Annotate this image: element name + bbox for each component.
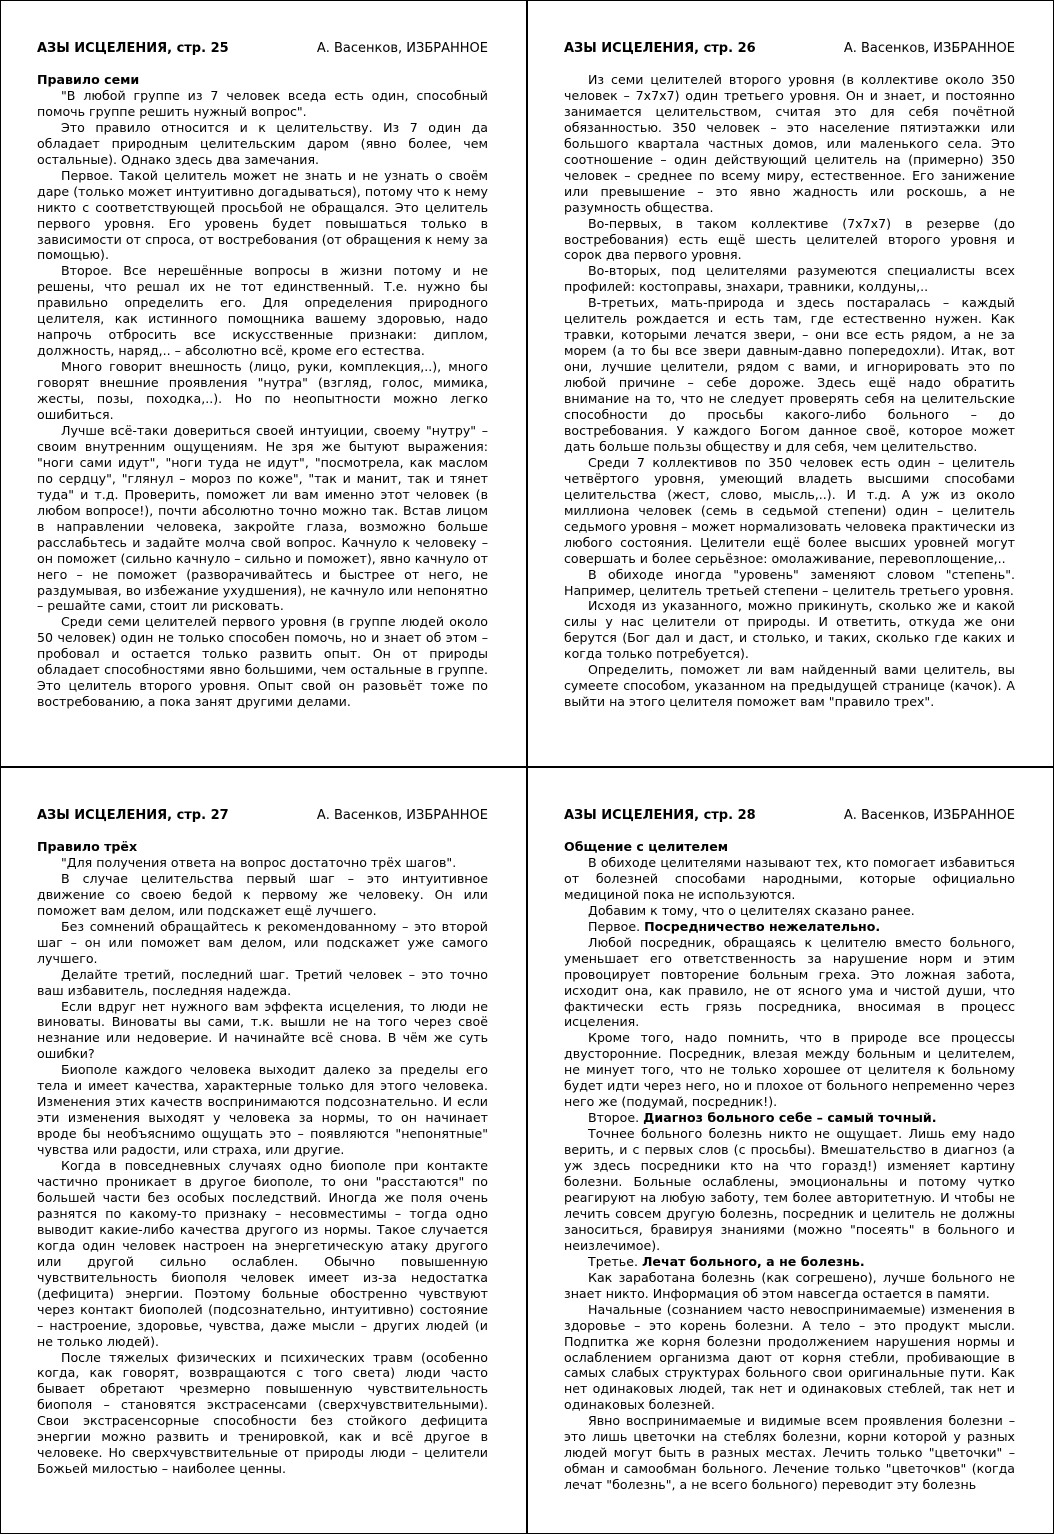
page-27 [0, 767, 527, 1534]
page-28 [527, 767, 1054, 1534]
page-26 [527, 0, 1054, 767]
paragraph: В случае целительства первый шаг – это интуитивное движение со своею бедой к первому же человеку. Он или поможет вам делом, или подскажет ещё лучшего. [37, 870, 488, 918]
header-title: АЗЫ ИСЦЕЛЕНИЯ, стр. 28 [564, 808, 756, 823]
paragraph: Когда в повседневных случаях одно биополе при контакте частично проникает в другое биополе, то они "расстаются" по большей части без особых последствий. Иногда же поля очень разнятся по какому-то признаку – несовместимы – тогда одно выводит какие-либо качества другого из нормы. Такое случается когда один человек настроен на энергетическую атаку другого или другой сильно ослаблен. Обычно повышенную чувствительность биополя человек имеет из-за недостатка (дефицита) энергии. Поэтому больные обостренно чувствуют через контакт биополей (подсознательно, интуитивно) состояние – настроение, здоровье, чувства, даже мысли – других людей (и не только людей). [37, 1158, 488, 1349]
paragraph: В-третьих, мать-природа и здесь постаралась – каждый целитель рождается и есть там, где естественно нужен. Как травки, которыми лечатся звери, – они все есть рядом, а не за морем (а то бы все звери давным-давно попередохли). Итак, вот они, лучшие целители, рядом с вами, и игнорировать это по любой причине – себе дороже. Здесь ещё надо обратить внимание на то, что не следует проверять себя на целительские способности до просьбы какого-либо больного – до востребования. У каждого Богом данное своё, которое может дать больше пользы обществу и для себя, чем целительство. [564, 295, 1015, 454]
paragraph: Явно воспринимаемые и видимые всем проявления болезни – это лишь цветочки на стеблях болезни, корни которой у разных людей могут быть в разных местах. Лечить только "цветочки" – обман и самообман больного. Лечение только "цветочков" (когда лечат "болезнь", а не всего больного) переводит эту болезнь [564, 1413, 1015, 1493]
paragraph: Первое. Такой целитель может не знать и не узнать о своём даре (только может интуитивно догадываться), потому что к нему никто с соответствующей просьбой не обращался. Это целитель первого уровня. Его уровень будет повышаться только в зависимости от спроса, от востребования (от обращения к нему за помощью). [37, 167, 488, 263]
paragraph: Во-вторых, под целителями разумеются специалисты всех профилей: костоправы, знахари, травники, колдуны,.. [564, 263, 1015, 295]
paragraph-point-third [564, 1254, 1015, 1270]
page-25 [0, 0, 527, 767]
header-author: А. Васенков, ИЗБРАННОЕ [316, 808, 488, 823]
header-title: АЗЫ ИСЦЕЛЕНИЯ, стр. 27 [37, 808, 229, 823]
paragraph: Как заработана болезнь (как согрешено), лучше больного не знает никто. Информация об этом навсегда остается в памяти. [564, 1269, 1015, 1301]
paragraph-point-second [564, 1110, 1015, 1126]
paragraph: Кроме того, надо помнить, что в природе все процессы двусторонние. Посредник, влезая между больным и целителем, не минует того, что не только хорошее от целителя к больному будет идти через него, но и плохое от больного непременно через него же (подумай, посредник!). [564, 1030, 1015, 1110]
paragraph: Среди семи целителей первого уровня (в группе людей около 50 человек) один не только способен помочь, но и знает об этом – пробовал и остается только развить опыт. Он от природы обладает способностями явно большими, чем остальные в группе. Это целитель второго уровня. Опыт свой он разовьёт тоже по востребованию, а пока занят другими делами. [37, 614, 488, 710]
paragraph: Это правило относится и к целительству. Из 7 один да обладает природным целительским даром (явно более, чем остальные). Однако здесь два замечания. [37, 119, 488, 167]
paragraph: Делайте третий, последний шаг. Третий человек – это точно ваш избавитель, последняя надежда. [37, 966, 488, 998]
header-author: А. Васенков, ИЗБРАННОЕ [843, 41, 1015, 56]
section-title: Общение с целителем [564, 839, 729, 854]
point-heading: Посредничество нежелательно. [644, 918, 881, 934]
paragraph: После тяжелых физических и психических травм (особенно когда, как говорят, возвращаются с того света) люди часто бывает обретают чрезмерно повышенную чувствительность биополя – становятся экстрасенсами (сверхчувствительными). Свои экстрасенсорные способности без стойкого дефицита энергии можно развить и тренировкой, как и всё другое в человеке. Но сверхчувствительные от природы люди – целители Божьей милостью – наиболее ценны. [37, 1349, 488, 1477]
point-lead: Второе. [588, 1110, 640, 1126]
header-title: АЗЫ ИСЦЕЛЕНИЯ, стр. 26 [564, 41, 756, 56]
paragraph: "Для получения ответа на вопрос достаточно трёх шагов". [61, 854, 457, 870]
page-header [564, 808, 1015, 824]
paragraph: "В любой группе из 7 человек вседа есть один, способный помочь группе решить нужный вопрос". [37, 87, 488, 119]
page-content [37, 72, 488, 710]
paragraph: Биополе каждого человека выходит далеко за пределы его тела и имеет качества, характерные только для этого человека. Изменения этих качеств воспринимаются подсознательно. И если эти изменения выходят у человека за нормы, то он начинает вроде бы необъяснимо ощущать это – появляются "непонятные" чувства или радости, или страха, или другие. [37, 1062, 488, 1158]
paragraph: Начальные (сознанием часто невоспринимаемые) изменения в здоровье – это корень болезни. А тело – это продукт мысли. Подпитка же корня болезни продолжением нарушения нормы и ослаблением организма дают от корня стебли, пробивающие в самых слабых структурах больного свои оригинальные пути. Как нет одинаковых людей, так нет и одинаковых стеблей, так нет и одинаковых болезней. [564, 1301, 1015, 1413]
header-author: А. Васенков, ИЗБРАННОЕ [316, 41, 488, 56]
paragraph: В обиходе иногда "уровень" заменяют словом "степень". Например, целитель третьей степени – целитель третьего уровня. [564, 566, 1015, 598]
page-header [564, 41, 1015, 57]
point-lead: Третье. [588, 1253, 638, 1269]
header-title: АЗЫ ИСЦЕЛЕНИЯ, стр. 25 [37, 41, 229, 56]
paragraph: Много говорит внешность (лицо, руки, комплекция,..), много говорят внешние проявления "нутра" (взгляд, голос, мимика, жесты, позы, походка,..). Но по неопытности можно легко ошибиться. [37, 359, 488, 423]
paragraph: Если вдруг нет нужного вам эффекта исцеления, то люди не виноваты. Виноваты вы сами, т.к. вышли не на того через своё незнание или недоверие. И начинайте всё снова. В чём же суть ошибки? [37, 998, 488, 1062]
page-content [564, 72, 1015, 710]
paragraph: Без сомнений обращайтесь к рекомендованному – это второй шаг – он или поможет вам делом, или подскажет уже самого лучшего. [37, 918, 488, 966]
paragraph: В обиходе целителями называют тех, кто помогает избавиться от болезней способами народными, которые официально медициной пока не используются. [564, 854, 1015, 902]
page-header [37, 41, 488, 57]
paragraph: Из семи целителей второго уровня (в коллективе около 350 человек – 7х7х7) один третьего уровня. Он и знает, и постоянно занимается целительством, считая это для себя почётной обязанностью. 350 человек – это население пятиэтажки или большого квартала частных домов, или маленького села. Это соотношение – один действующий целитель на (примерно) 350 человек – среднее по всему миру, естественное. Его занижение или превышение – это явно жадность или роскошь, а не разумность общества. [564, 72, 1015, 215]
paragraph: Определить, поможет ли вам найденный вами целитель, вы сумеете способом, указанном на предыдущей странице (качок). А выйти на этого целителя поможет вам "правило трех". [564, 662, 1015, 710]
page-content [37, 839, 488, 1477]
paragraph: Среди 7 коллективов по 350 человек есть один – целитель четвёртого уровня, умеющий владеть высшими способами целительства (жест, слово, мысль,..). И т.д. А уж из около миллиона человек (семь в седьмой степени) один – целитель седьмого уровня – может нормализовать человека практически из любого состояния. Целители ещё более высших уровней могут совершать и более серьёзное: омолаживание, перевоплощение,.. [564, 454, 1015, 566]
page-header [37, 808, 488, 824]
paragraph: Во-первых, в таком коллективе (7х7х7) в резерве (до востребования) есть ещё шесть целителей второго уровня и сорок два первого уровня. [564, 215, 1015, 263]
point-lead: Первое. [588, 918, 641, 934]
page-content [564, 839, 1015, 1493]
paragraph: Лучше всё-таки довериться своей интуиции, своему "нутру" – своим внутренним ощущениям. Не зря же бытуют выражения: "ноги сами идут", "ноги туда не идут", "посмотрела, как маслом по сердцу", "глянул – мороз по коже", "так и манит, так и тянет туда" и т.д. Проверить, поможет ли вам именно этот человек (в любом вопросе!), почти абсолютно точно можно так. Встав лицом в направлении человека, закройте глаза, возможно больше расслабьтесь и задайте молча свой вопрос. Качнуло к человеку – он поможет (сильно качнуло – сильно и поможет), явно качнуло от него – не поможет (разворачивайтесь и быстрее от него, не раздумывая, во избежание ухудшения), не качнуло или непонятно – решайте сами, стоит ли рисковать. [37, 422, 488, 614]
point-heading: Лечат больного, а не болезнь. [641, 1253, 865, 1269]
point-heading: Диагноз больного себе – самый точный. [643, 1110, 937, 1126]
header-author: А. Васенков, ИЗБРАННОЕ [843, 808, 1015, 823]
paragraph-point-first [564, 919, 1015, 935]
section-title: Правило трёх [37, 839, 138, 854]
paragraph: Точнее больного болезнь никто не ощущает. Лишь ему надо верить, и с первых слов (с просьбы). Вмешательство в диагноз (а уж здесь посредники кто на что горазд!) изменяет картину болезни. Больные ослаблены, эмоциональны и потому чутко реагируют на любую заботу, тем более авторитетную. И чтобы не лечить совсем другую болезнь, посредник и целитель не должны заноситься, бравируя знаниями (можно "посеять" в больного и неизлечимое). [564, 1126, 1015, 1253]
paragraph: Любой посредник, обращаясь к целителю вместо больного, уменьшает его ответственность за нарушение норм и этим провоцирует повторение больным греха. Это ложная забота, исходит она, как правило, не от ясного ума и чистой души, что фактически есть грязь посредника, вносимая в процесс исцеления. [564, 934, 1015, 1030]
paragraph: Добавим к тому, что о целителях сказано ранее. [588, 902, 915, 918]
paragraph: Исходя из указанного, можно прикинуть, сколько же и какой силы у нас целители от природы. И ответить, откуда же они берутся (Бог дал и даст, и столько, и таких, сколько где каких и когда только потребуется). [564, 598, 1015, 662]
section-title: Правило семи [37, 72, 140, 87]
paragraph: Второе. Все нерешённые вопросы в жизни потому и не решены, что решал их не тот единственный. Т.е. нужно бы правильно определить его. Для определения природного целителя, как истинного помощника вашему здоровью, надо напрочь отбросить все искусственные признаки: диплом, должность, наряд,.. – абсолютно всё, кроме его естества. [37, 263, 488, 359]
